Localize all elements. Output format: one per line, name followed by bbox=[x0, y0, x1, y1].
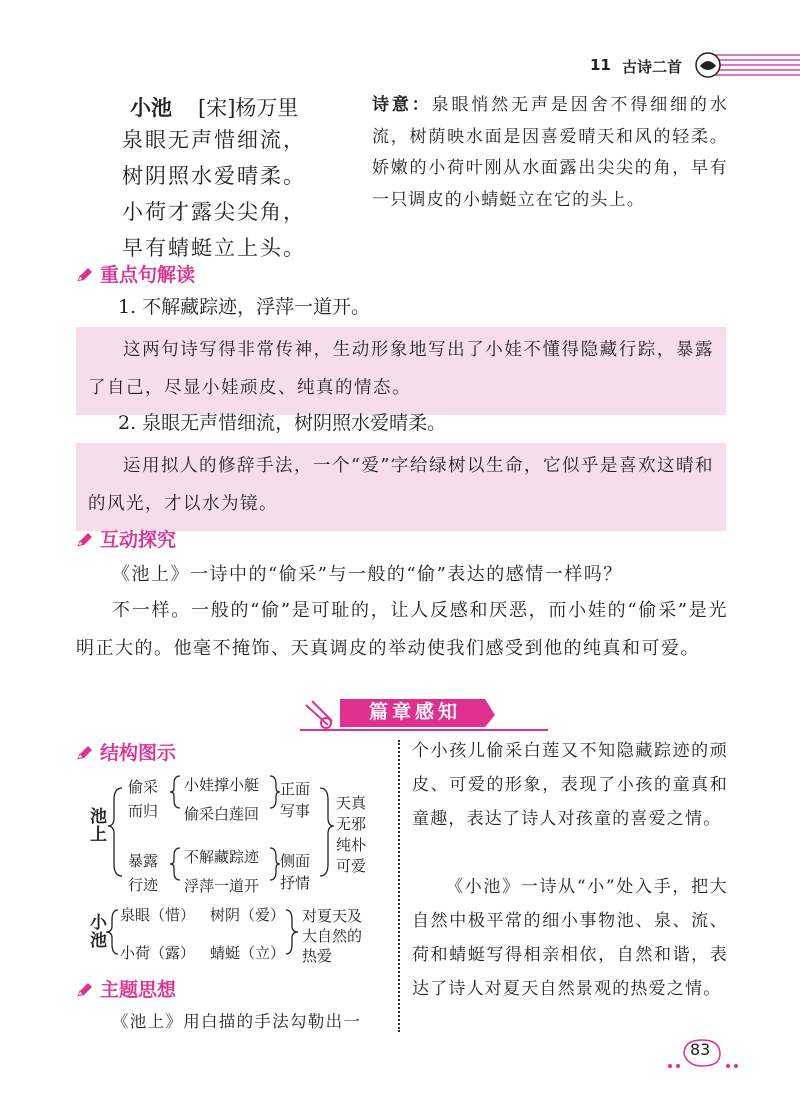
key-sentence-2: 2. 泉眼无声惜细流，树阴照水爱晴柔。 bbox=[118, 412, 447, 434]
diagram-node: 小娃撑小艇 bbox=[184, 776, 260, 794]
page-number: 83 bbox=[690, 1040, 711, 1059]
explain-text: 运用拟人的修辞手法，一个“爱”字给绿树以生命，它似乎是喜欢这晴和的风光，才以水为镜。 bbox=[88, 456, 714, 514]
diagram-result: 纯朴 bbox=[336, 836, 367, 854]
diagram-node: 暴露 bbox=[128, 852, 159, 870]
section-key-sentences bbox=[76, 260, 195, 287]
diagram-node: 行迹 bbox=[128, 876, 159, 894]
diagram-node: 蜻蜓（立） bbox=[210, 944, 286, 962]
key-sentence-1: 1. 不解藏踪迹，浮萍一道开。 bbox=[118, 296, 371, 318]
diagram-root-xiaochi: 小池 bbox=[90, 913, 107, 951]
theme-text-start: 《池上》用白描的手法勾勒出一 bbox=[112, 1012, 362, 1031]
poem-line: 小荷才露尖尖角， bbox=[122, 200, 306, 224]
diagram-node: 抒情 bbox=[280, 874, 311, 892]
diagram-root-chishang: 池上 bbox=[90, 807, 107, 845]
diagram-result: 大自然的 bbox=[302, 927, 363, 945]
header-decoration bbox=[692, 46, 800, 82]
diagram-node: 不解藏踪迹 bbox=[184, 848, 260, 866]
meaning-text: 泉眼悄然无声是因舍不得细细的水流，树荫映水面是因喜爱晴天和风的轻柔。娇嫩的小荷叶刚从水面露出尖尖的角，早有一只调皮的小蜻蜓立在它的头上。 bbox=[372, 95, 729, 210]
poem-meaning bbox=[372, 90, 728, 216]
pencil-icon bbox=[76, 745, 94, 761]
meaning-label: 诗意： bbox=[372, 95, 432, 115]
diagram-node: 泉眼（惜） bbox=[120, 906, 196, 924]
section-title: 重点句解读 bbox=[100, 264, 196, 286]
diagram-result: 无邪 bbox=[336, 815, 367, 833]
section-title: 互动探究 bbox=[100, 529, 177, 551]
diagram-node: 而归 bbox=[128, 802, 159, 820]
diagram-node: 写事 bbox=[280, 802, 311, 820]
chapter-title: 古诗二首 bbox=[622, 58, 683, 76]
section-title: 主题思想 bbox=[100, 979, 177, 1001]
diagram-node: 侧面 bbox=[280, 852, 311, 870]
column-divider bbox=[398, 740, 400, 1032]
diagram-node: 偷采 bbox=[128, 778, 159, 796]
theme-text-xiaochi: 《小池》一诗从“小”处入手，把大自然中极平常的细小事物池、泉、流、荷和蜻蜓写得相亲相依，自然和谐，表达了诗人对夏天自然景观的热爱之情。 bbox=[412, 877, 728, 999]
theme-text-continued: 个小孩儿偷采白莲又不知隐藏踪迹的顽皮、可爱的形象，表现了小孩的童真和童趣，表达了诗人对孩童的喜爱之情。 bbox=[412, 741, 728, 829]
section-title: 结构图示 bbox=[100, 742, 177, 764]
diagram-result: 对夏天及 bbox=[302, 907, 363, 925]
poem-author: [宋]杨万里 bbox=[198, 96, 299, 120]
diagram-node: 浮萍一道开 bbox=[184, 877, 260, 895]
pencil-icon bbox=[76, 982, 94, 998]
diagram-node: 小荷（露） bbox=[120, 944, 196, 962]
explain-box-1 bbox=[76, 327, 726, 415]
chapter-number: 11 bbox=[590, 56, 611, 74]
explain-text: 这两句诗写得非常传神，生动形象地写出了小娃不懂得隐藏行踪，暴露了自己，尽显小娃顽皮、纯真的情态。 bbox=[88, 340, 714, 398]
poem-line: 早有蜻蜓立上头。 bbox=[122, 236, 306, 260]
section-explore bbox=[76, 525, 176, 552]
diagram-node: 正面 bbox=[280, 780, 311, 798]
diagram-node: 偷采白莲回 bbox=[184, 805, 260, 823]
poem-line: 泉眼无声惜细流， bbox=[122, 128, 306, 152]
section-theme bbox=[76, 975, 176, 1002]
explain-box-2 bbox=[76, 443, 726, 531]
explore-answer: 不一样。一般的“偷”是可耻的，让人反感和厌恶，而小娃的“偷采”是光明正大的。他毫不掩饰、天真调皮的举动使我们感受到他的纯真和可爱。 bbox=[76, 600, 728, 659]
poem-title: 小池 bbox=[130, 95, 172, 120]
diagram-node: 树阴（爱） bbox=[210, 906, 286, 924]
diagram-result: 热爱 bbox=[302, 947, 333, 965]
diagram-result: 天真 bbox=[336, 794, 367, 812]
diagram-result: 可爱 bbox=[336, 857, 367, 875]
banner-title: 篇章感知 bbox=[368, 701, 461, 723]
poem-line: 树阴照水爱晴柔。 bbox=[122, 164, 306, 188]
section-structure bbox=[76, 738, 176, 765]
pencil-icon bbox=[76, 532, 94, 548]
pencil-icon bbox=[76, 267, 94, 283]
explore-question: 《池上》一诗中的“偷采”与一般的“偷”表达的感情一样吗？ bbox=[112, 564, 623, 585]
